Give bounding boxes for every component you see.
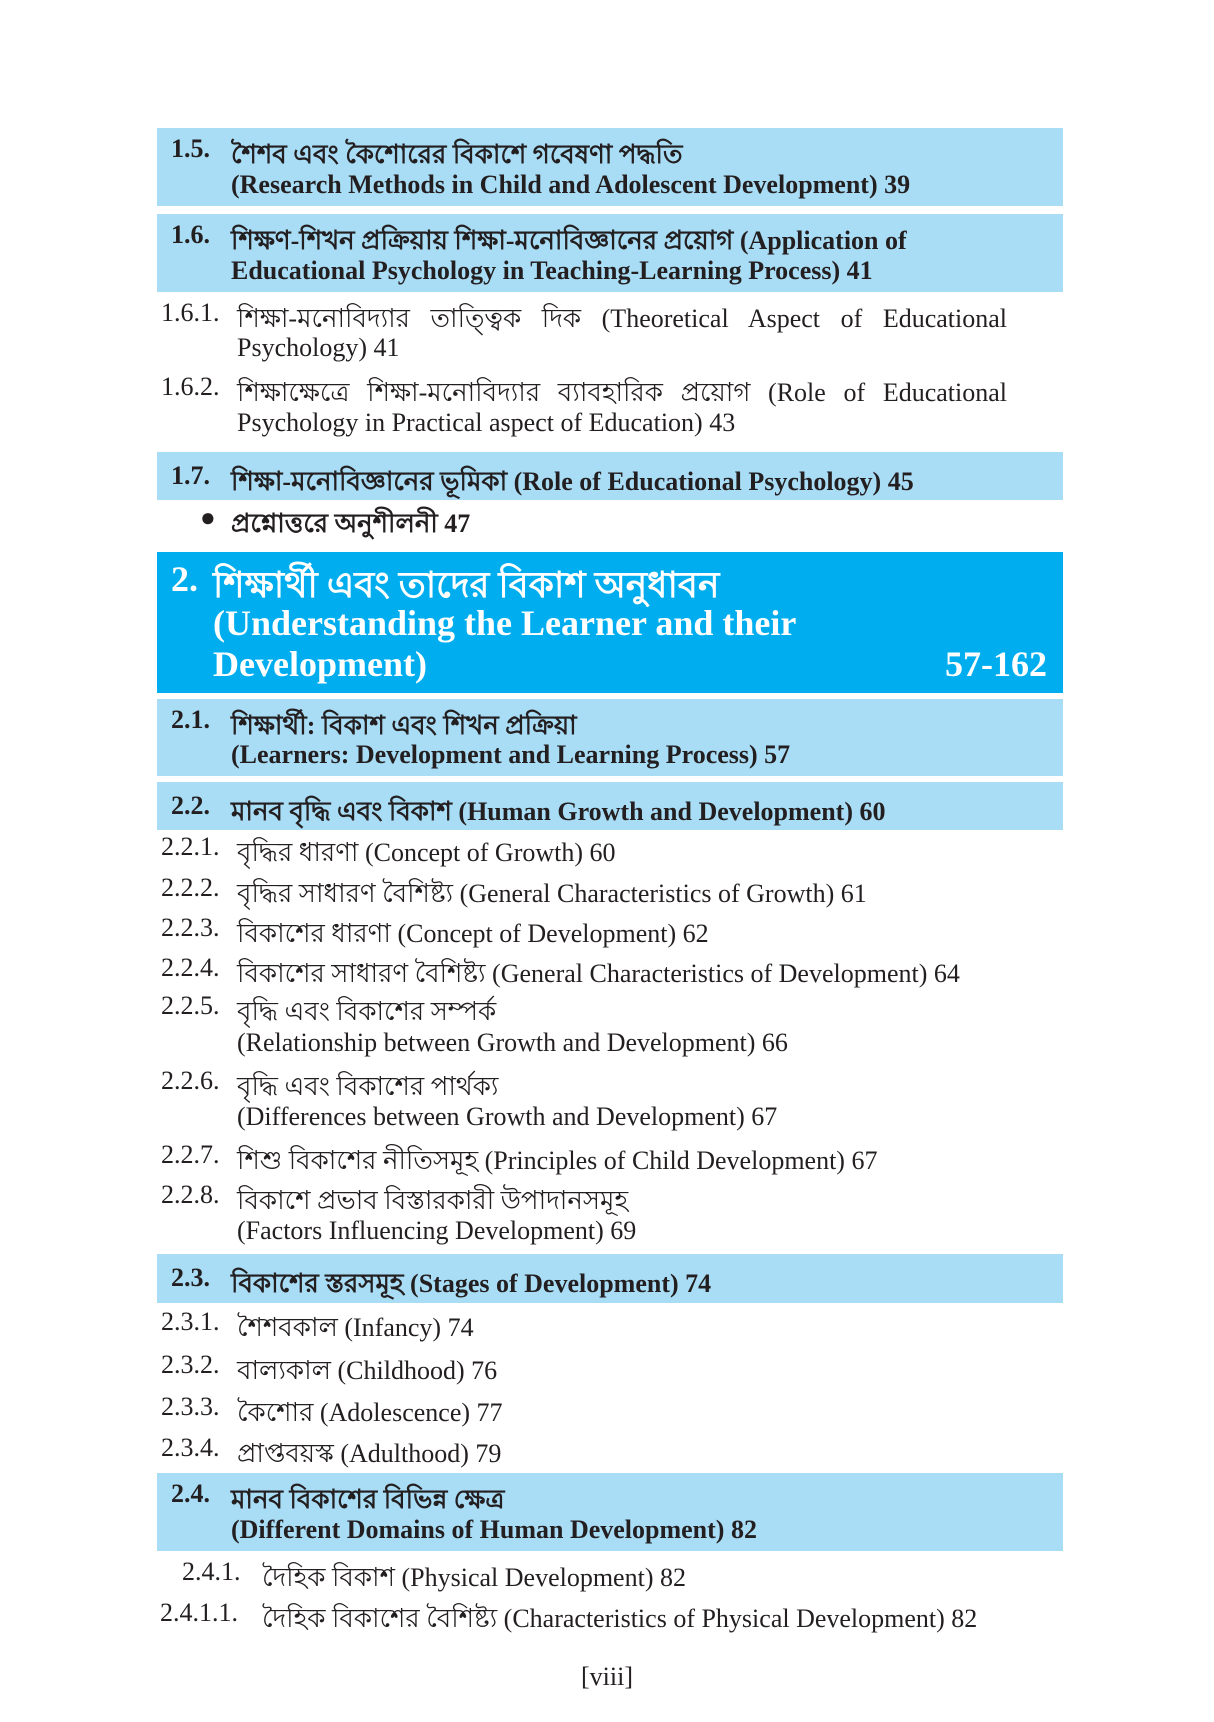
section-title-bn: শৈশব এবং কৈশোরের বিকাশে গবেষণা পদ্ধতি	[231, 140, 683, 169]
entry-text-line2: (Factors Influencing Development) 69	[237, 1216, 637, 1245]
section-title-en: (Research Methods in Child and Adolescent Development) 39	[231, 170, 911, 199]
entry-text-line2: (Relationship between Growth and Development) 66	[237, 1028, 788, 1057]
toc-section-1-7[interactable]	[157, 452, 1063, 500]
entry-number: 2.2.8.	[161, 1180, 220, 1209]
entry-text: কৈশোর (Adolescence) 77	[237, 1398, 503, 1427]
section-number: 1.6.	[171, 220, 210, 249]
section-title: শিক্ষা-মনোবিজ্ঞানের ভূমিকা (Role of Educational Psychology) 45	[231, 467, 914, 496]
entry-text-line1: বৃদ্ধি এবং বিকাশের সম্পর্ক	[237, 997, 497, 1026]
entry-number: 2.3.4.	[161, 1433, 220, 1462]
bullet-icon: ●	[200, 503, 216, 532]
entry-number: 2.3.2.	[161, 1350, 220, 1379]
section-title: বিকাশের স্তরসমূহ (Stages of Development) 74	[231, 1269, 712, 1298]
toc-section-2-1[interactable]	[157, 699, 1063, 776]
entry-text-line1: শিক্ষাক্ষেত্রে শিক্ষা-মনোবিদ্যার ব্যাবহারিক প্রয়োগ (Role of Educational	[237, 378, 1007, 407]
entry-text: শৈশবকাল (Infancy) 74	[237, 1313, 474, 1342]
section-number: 1.7.	[171, 461, 210, 490]
section-number: 1.5.	[171, 134, 210, 163]
entry-text: বিকাশের ধারণা (Concept of Development) 62	[237, 919, 709, 948]
entry-number: 2.2.4.	[161, 953, 220, 982]
toc-section-1-6[interactable]	[157, 214, 1063, 292]
entry-number: 2.2.2.	[161, 873, 220, 902]
entry-number: 2.2.7.	[161, 1140, 220, 1169]
chapter-title-bn: শিক্ষার্থী এবং তাদের বিকাশ অনুধাবন	[213, 565, 720, 605]
chapter-pages: 57-162	[945, 644, 1047, 684]
section-number: 2.3.	[171, 1263, 210, 1292]
page-number: [viii]	[581, 1662, 633, 1691]
section-number: 2.2.	[171, 791, 210, 820]
section-title-en: (Learners: Development and Learning Process) 57	[231, 740, 791, 769]
entry-text: বাল্যকাল (Childhood) 76	[237, 1356, 498, 1385]
entry-number: 2.2.1.	[161, 832, 220, 861]
entry-number: 2.2.3.	[161, 913, 220, 942]
entry-text: বৃদ্ধির সাধারণ বৈশিষ্ট্য (General Characteristics of Growth) 61	[237, 879, 867, 908]
entry-number: 2.3.1.	[161, 1307, 220, 1336]
entry-number: 2.4.1.1.	[160, 1598, 238, 1627]
entry-number: 1.6.1.	[161, 298, 220, 327]
chapter-title-en-line2: Development)	[213, 644, 427, 684]
toc-chapter-2[interactable]	[157, 552, 1063, 693]
section-title-line2: Educational Psychology in Teaching-Learning Process) 41	[231, 256, 873, 285]
toc-section-2-2[interactable]	[157, 782, 1063, 830]
section-title-en: (Different Domains of Human Development) 82	[231, 1515, 757, 1544]
chapter-number: 2.	[171, 559, 198, 599]
entry-text: দৈহিক বিকাশ (Physical Development) 82	[262, 1563, 686, 1592]
section-number: 2.1.	[171, 705, 210, 734]
entry-number: 2.2.5.	[161, 991, 220, 1020]
toc-section-2-3[interactable]	[157, 1254, 1063, 1303]
entry-text-line1: বিকাশে প্রভাব বিস্তারকারী উপাদানসমূহ	[237, 1186, 629, 1215]
section-title-line1: শিক্ষণ-শিখন প্রক্রিয়ায় শিক্ষা-মনোবিজ্ঞানের প্রয়োগ (Application of	[231, 226, 907, 255]
entry-text-line2: Psychology in Practical aspect of Education) 43	[237, 408, 736, 437]
entry-text-line2: Psychology) 41	[237, 333, 400, 362]
entry-text-line1: শিক্ষা-মনোবিদ্যার তাত্ত্বিক দিক (Theoretical Aspect of Educational	[237, 304, 1007, 333]
section-title-bn: মানব বিকাশের বিভিন্ন ক্ষেত্র	[231, 1485, 505, 1514]
section-title-bn: শিক্ষার্থী: বিকাশ এবং শিখন প্রক্রিয়া	[231, 711, 577, 740]
bullet-text: প্রশ্নোত্তরে অনুশীলনী 47	[231, 509, 471, 538]
toc-section-2-4[interactable]	[157, 1473, 1063, 1551]
chapter-title-en-line1: (Understanding the Learner and their	[213, 603, 797, 643]
entry-text-line1: বৃদ্ধি এবং বিকাশের পার্থক্য	[237, 1072, 499, 1101]
toc-section-1-5[interactable]	[157, 128, 1063, 206]
entry-text: বিকাশের সাধারণ বৈশিষ্ট্য (General Characteristics of Development) 64	[237, 959, 960, 988]
entry-number: 2.4.1.	[182, 1557, 241, 1586]
entry-text: বৃদ্ধির ধারণা (Concept of Growth) 60	[237, 838, 616, 867]
section-number: 2.4.	[171, 1479, 210, 1508]
entry-text: দৈহিক বিকাশের বৈশিষ্ট্য (Characteristics of Physical Development) 82	[262, 1604, 978, 1633]
entry-text-line2: (Differences between Growth and Development) 67	[237, 1102, 778, 1131]
entry-number: 2.3.3.	[161, 1392, 220, 1421]
entry-text: প্রাপ্তবয়স্ক (Adulthood) 79	[237, 1439, 502, 1468]
entry-number: 1.6.2.	[161, 372, 220, 401]
section-title: মানব বৃদ্ধি এবং বিকাশ (Human Growth and Development) 60	[231, 797, 886, 826]
entry-text: শিশু বিকাশের নীতিসমূহ (Principles of Child Development) 67	[237, 1146, 878, 1175]
entry-number: 2.2.6.	[161, 1066, 220, 1095]
